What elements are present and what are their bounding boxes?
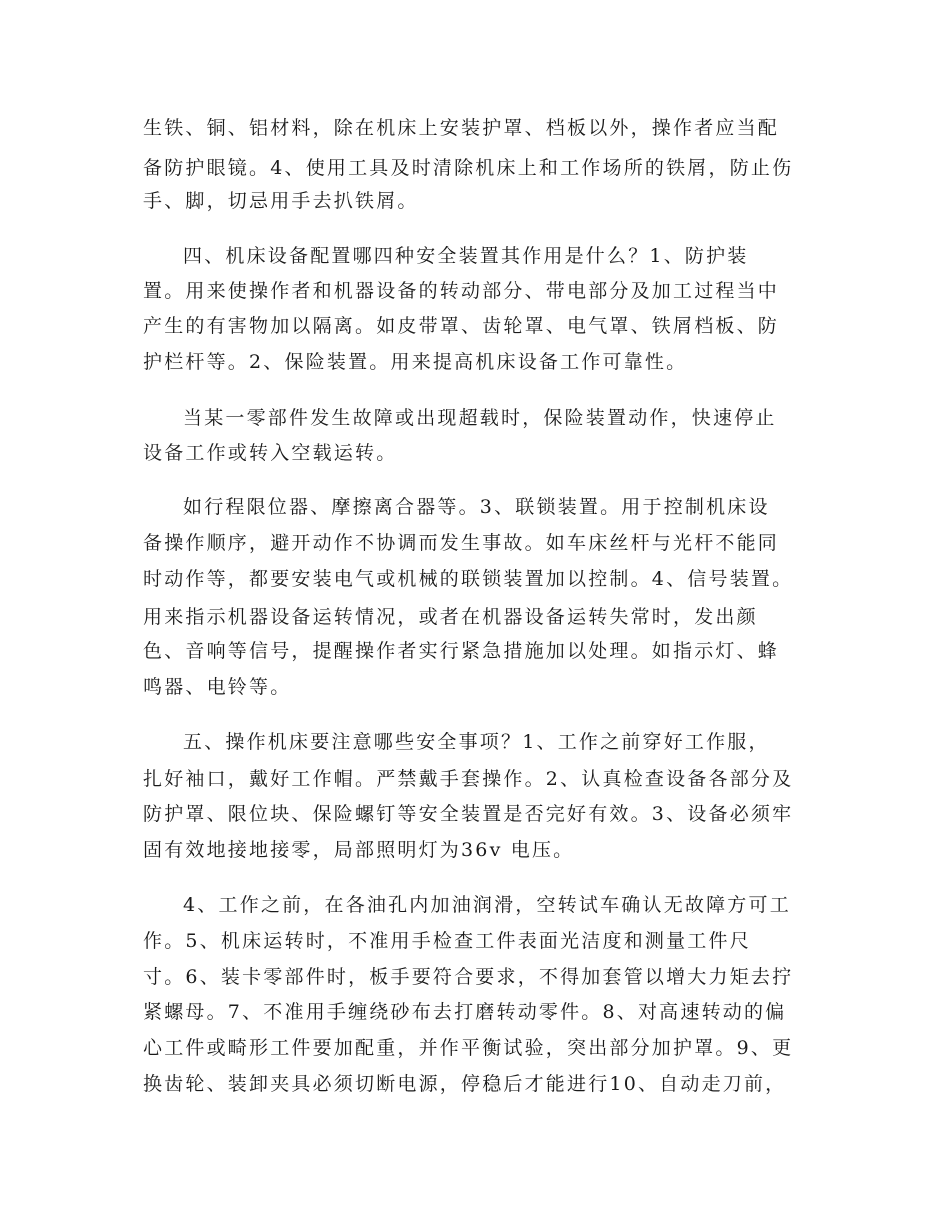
text-line: 心工件或畸形工件要加配重，并作平衡试验，突出部分加护罩。9、更 [143, 1037, 794, 1059]
text-line: 作。5、机床运转时，不准用手检查工件表面光洁度和测量工件尺 [143, 930, 751, 952]
text-line: 产生的有害物加以隔离。如皮带罩、齿轮罩、电气罩、铁屑档板、防 [143, 315, 780, 337]
text-line: 当某一零部件发生故障或出现超载时，保险装置动作，快速停止 [183, 407, 777, 429]
text-line: 备防护眼镜。4、使用工具及时清除机床上和工作场所的铁屑，防止伤 [143, 157, 794, 179]
text-line: 设备工作或转入空载运转。 [143, 442, 398, 464]
text-line: 时动作等，都要安装电气或机械的联锁装置加以控制。4、信号装置。 [143, 568, 794, 590]
text-line: 生铁、铜、铝材料，除在机床上安装护罩、档板以外，操作者应当配 [143, 117, 780, 139]
text-line: 用来指示机器设备运转情况，或者在机器设备运转失常时，发出颜 [143, 606, 758, 628]
text-line: 鸣器、电铃等。 [143, 676, 292, 698]
text-line: 护栏杆等。2、保险装置。用来提高机床设备工作可靠性。 [143, 351, 688, 373]
text-line: 如行程限位器、摩擦离合器等。3、联锁装置。用于控制机床设 [183, 496, 770, 518]
text-line: 备操作顺序，避开动作不协调而发生事故。如车床丝杆与光杆不能同 [143, 532, 780, 554]
text-line: 紧螺母。7、不准用手缠绕砂布去打磨转动零件。8、对高速转动的偏 [143, 1001, 787, 1023]
text-line: 扎好袖口，戴好工作帽。严禁戴手套操作。2、认真检查设备各部分及 [143, 768, 794, 790]
text-line: 寸。6、装卡零部件时，板手要符合要求，不得加套管以增大力矩去拧 [143, 966, 794, 988]
text-line: 4、工作之前，在各油孔内加油润滑，空转试车确认无故障方可工 [183, 894, 791, 916]
text-line: 五、操作机床要注意哪些安全事项？1、工作之前穿好工作服， [183, 731, 770, 753]
text-line: 四、机床设备配置哪四种安全装置其作用是什么？1、防护装 [183, 245, 749, 267]
text-line: 置。用来使操作者和机器设备的转动部分、带电部分及加工过程当中 [143, 280, 780, 302]
text-line: 换齿轮、装卸夹具必须切断电源，停稳后才能进行10、自动走刀前， [143, 1073, 787, 1095]
text-line: 固有效地接地接零，局部照明灯为36v 电压。 [143, 839, 575, 861]
text-line: 防护罩、限位块、保险螺钉等安全装置是否完好有效。3、设备必须牢 [143, 803, 794, 825]
text-line: 色、音响等信号，提醒操作者实行紧急措施加以处理。如指示灯、蜂 [143, 640, 780, 662]
text-line: 手、脚，切忌用手去扒铁屑。 [143, 190, 419, 212]
